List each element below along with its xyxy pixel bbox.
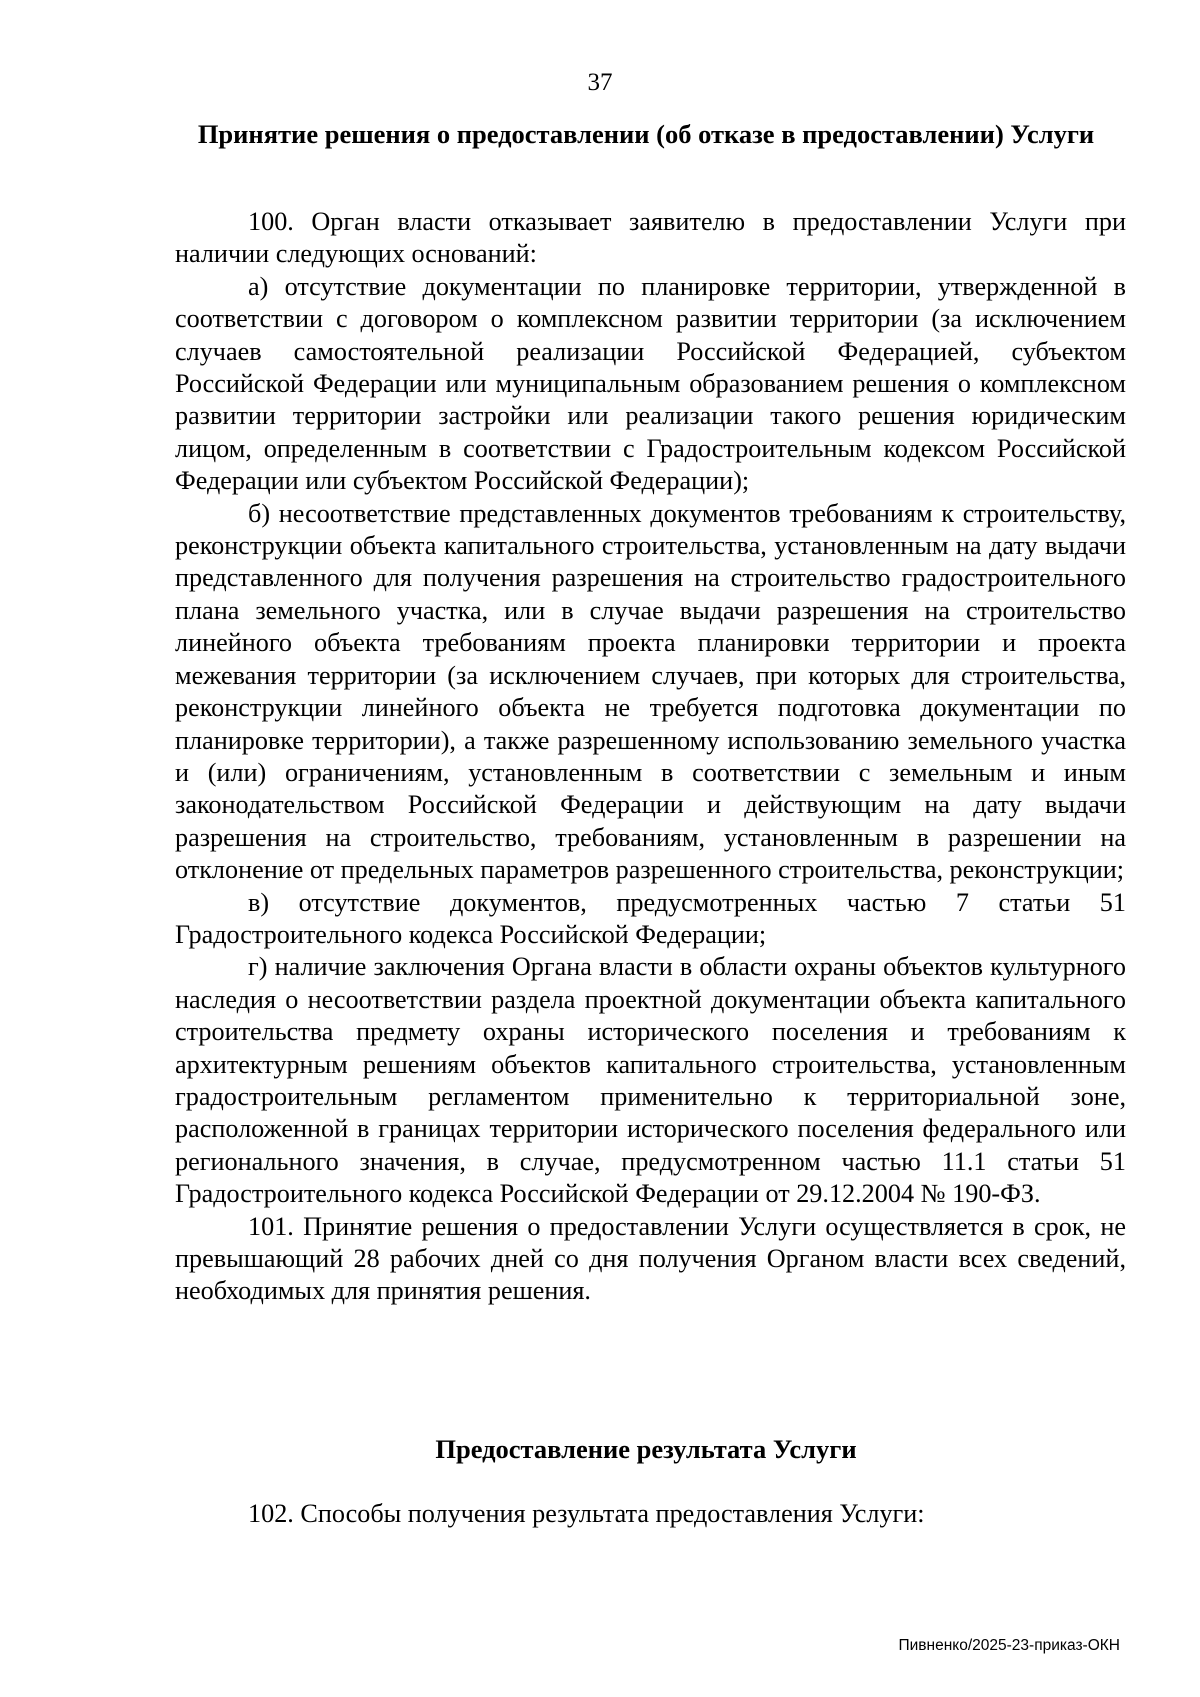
paragraph-100-b: б) несоответствие представленных документов требованиям к строительству, реконструкции объекта капитального строительства, установленным на дату выдачи представленного для получения разрешения на строительство градостроительного плана земельного участка, или в случае выдачи разрешения на строительство линейного объекта требованиям проекта планировки территории и проекта межевания территории (за исключением случаев, при которых для строительства, реконструкции линейного объекта не требуется подготовка документации по планировке территории), а также разрешенному использованию земельного участка и (или) ограничениям, установленным в соответствии с земельным и иным законодательством Российской Федерации и действующим на дату выдачи разрешения на строительство, требованиям, установленным в разрешении на отклонение от предельных параметров разрешенного строительства, реконструкции; xyxy=(175,498,1126,885)
paragraph-101: 101. Принятие решения о предоставлении Услуги осуществляется в срок, не превышающий 28 рабочих дней со дня получения Органом власти всех сведений, необходимых для принятия решения. xyxy=(175,1211,1126,1306)
page-number: 37 xyxy=(587,69,613,96)
paragraph-100-a: а) отсутствие документации по планировке территории, утвержденной в соответствии с договором о комплексном развитии территории (за исключением случаев самостоятельной реализации Российской Федерацией, субъектом Российской Федерации или муниципальным образованием решения о комплексном развитии территории застройки или реализации такого решения юридическим лицом, определенным в соответствии с Градостроительным кодексом Российской Федерации или субъектом Российской Федерации); xyxy=(175,271,1126,496)
section-body-decision xyxy=(175,206,1126,1308)
document-code-footer: Пивненко/2025-23-приказ-ОКН xyxy=(898,1637,1120,1654)
section-heading-decision: Принятие решения о предоставлении (об отказе в предоставлении) Услуги xyxy=(197,119,1095,149)
paragraph-100-v: в) отсутствие документов, предусмотренных частью 7 статьи 51 Градостроительного кодекса Российской Федерации; xyxy=(175,887,1126,949)
paragraph-100: 100. Орган власти отказывает заявителю в предоставлении Услуги при наличии следующих оснований: xyxy=(175,207,1126,269)
section-heading-result: Предоставление результата Услуги xyxy=(435,1434,857,1464)
paragraph-102: 102. Способы получения результата предоставления Услуги: xyxy=(248,1499,925,1528)
paragraph-100-g: г) наличие заключения Органа власти в области охраны объектов культурного наследия о несоответствии раздела проектной документации объекта капитального строительства предмету охраны исторического поселения и требованиям к архитектурным решениям объектов капитального строительства, установленным градостроительным регламентом применительно к территориальной зоне, расположенной в границах территории исторического поселения федерального или регионального значения, в случае, предусмотренном частью 11.1 статьи 51 Градостроительного кодекса Российской Федерации от 29.12.2004 № 190-ФЗ. xyxy=(175,952,1126,1209)
